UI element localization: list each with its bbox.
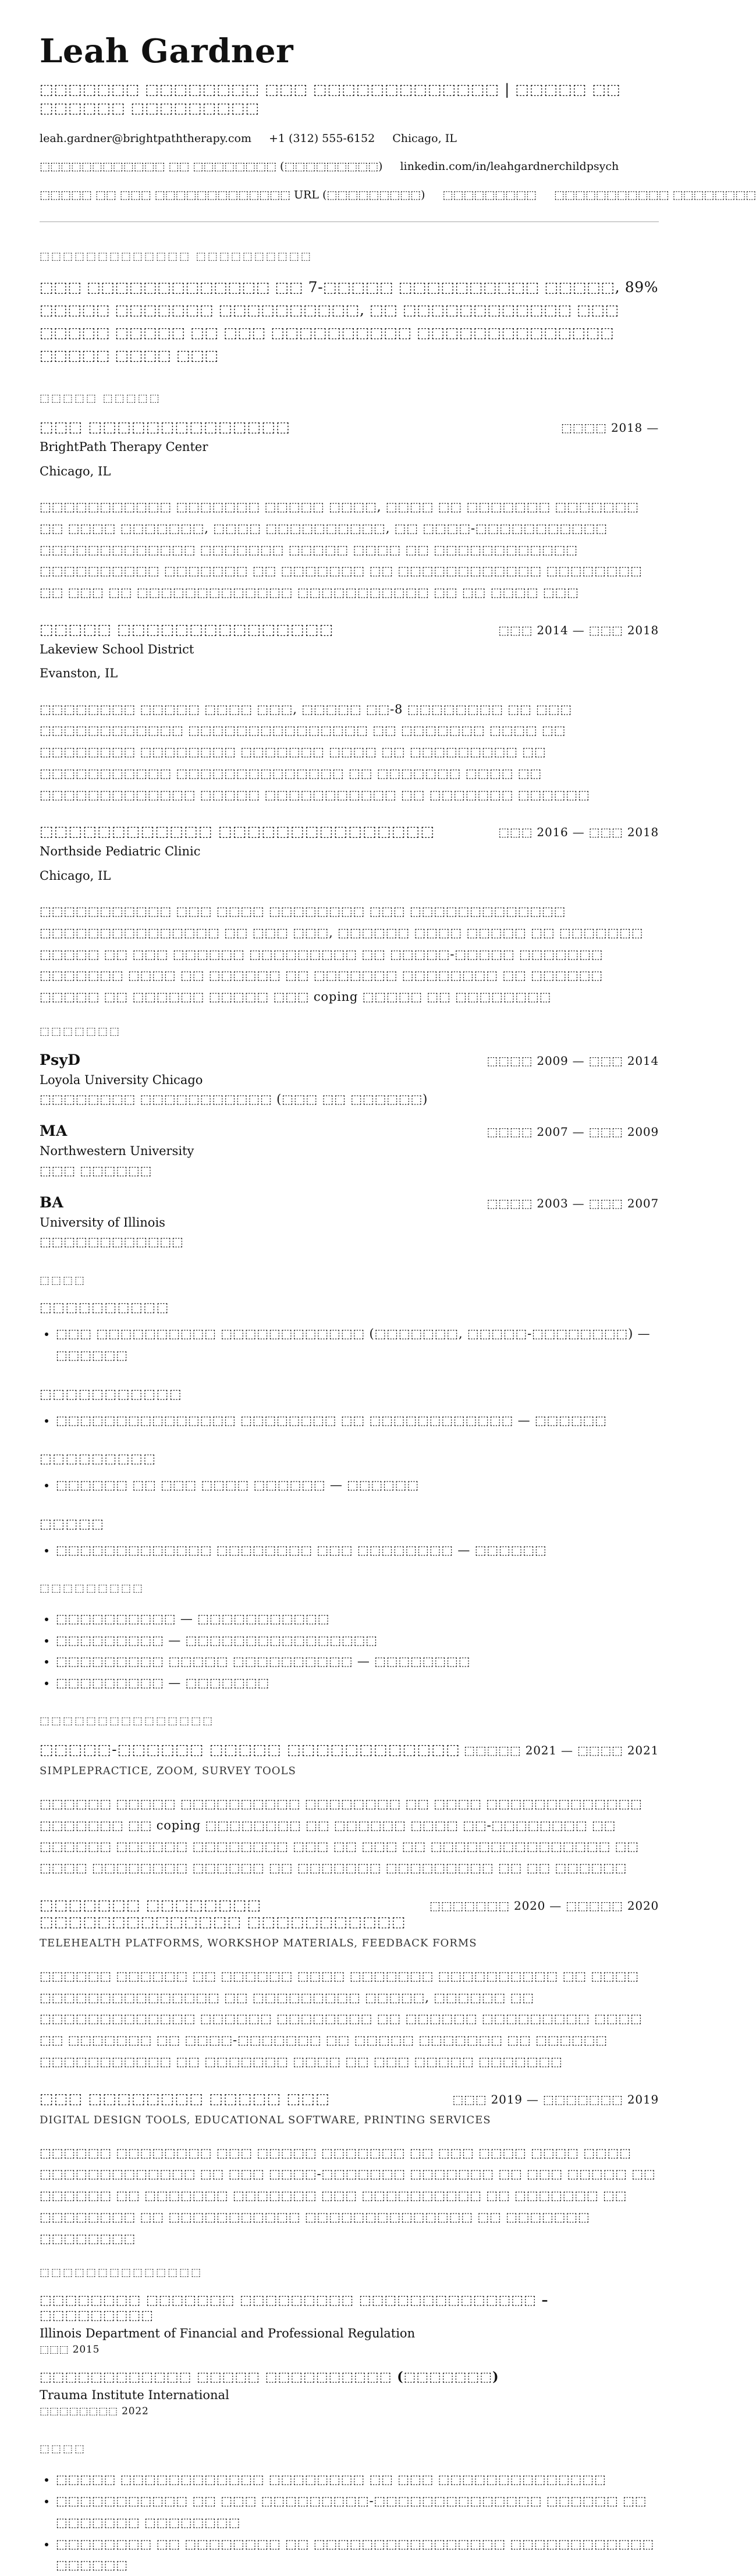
- certification-name: ⬚⬚⬚⬚⬚⬚⬚⬚⬚⬚⬚⬚ ⬚⬚⬚⬚⬚ ⬚⬚⬚⬚⬚⬚⬚⬚⬚⬚ (⬚⬚⬚⬚⬚⬚⬚): [40, 2369, 499, 2385]
- skill-category: ⬚⬚⬚⬚⬚⬚⬚⬚⬚: [40, 1452, 157, 1467]
- project-item: [40, 1741, 659, 1879]
- contact-line-2: [40, 159, 659, 175]
- project-name: ⬚⬚⬚⬚⬚⬚⬚ ⬚⬚⬚⬚⬚⬚⬚⬚ ⬚⬚⬚⬚⬚⬚⬚⬚⬚⬚⬚⬚⬚⬚ ⬚⬚⬚⬚⬚⬚⬚⬚⬚⬚⬚: [40, 1896, 406, 1930]
- skill-item: • ⬚⬚⬚⬚⬚⬚⬚⬚⬚⬚⬚⬚⬚⬚⬚ ⬚⬚⬚⬚⬚⬚⬚⬚ ⬚⬚ ⬚⬚⬚⬚⬚⬚⬚⬚⬚⬚⬚⬚ — ⬚⬚⬚⬚⬚⬚: [56, 1410, 659, 1431]
- contact-line-3: [40, 187, 756, 203]
- location: Chicago, IL: [392, 132, 457, 145]
- skill-category: ⬚⬚⬚⬚⬚⬚⬚⬚⬚⬚⬚: [40, 1387, 183, 1402]
- education-dates: ⬚⬚⬚⬚ 2003 — ⬚⬚⬚ 2007: [487, 1196, 659, 1210]
- section-title-languages: ⬚⬚⬚⬚⬚⬚⬚⬚⬚: [40, 1582, 145, 1594]
- language-item: • ⬚⬚⬚⬚⬚⬚⬚⬚⬚ — ⬚⬚⬚⬚⬚⬚⬚: [56, 1672, 659, 1694]
- project-tools: TELEHEALTH PLATFORMS, WORKSHOP MATERIALS, FEEDBACK FORMS: [40, 1937, 477, 1949]
- job-description: ⬚⬚⬚⬚⬚⬚⬚⬚⬚⬚⬚ ⬚⬚⬚ ⬚⬚⬚⬚ ⬚⬚⬚⬚⬚⬚⬚⬚ ⬚⬚⬚ ⬚⬚⬚⬚⬚⬚⬚⬚⬚⬚⬚⬚⬚ ⬚⬚⬚⬚⬚⬚⬚⬚⬚⬚⬚⬚⬚⬚⬚ ⬚⬚ ⬚⬚⬚ ⬚⬚⬚, ⬚⬚⬚⬚⬚⬚ ⬚⬚⬚⬚ ⬚⬚⬚⬚⬚ ⬚⬚ ⬚⬚⬚⬚⬚⬚⬚ ⬚⬚⬚⬚⬚ ⬚⬚ ⬚⬚⬚ ⬚⬚⬚⬚⬚⬚ ⬚⬚⬚⬚⬚⬚⬚⬚⬚ ⬚⬚ ⬚⬚⬚⬚⬚-⬚⬚⬚⬚⬚ ⬚⬚⬚⬚⬚⬚⬚ ⬚⬚⬚⬚⬚⬚⬚ ⬚⬚⬚⬚ ⬚⬚ ⬚⬚⬚⬚⬚⬚ ⬚⬚ ⬚⬚⬚⬚⬚⬚⬚ ⬚⬚⬚⬚⬚⬚⬚⬚ ⬚⬚ ⬚⬚⬚⬚⬚⬚ ⬚⬚⬚⬚⬚ ⬚⬚ ⬚⬚⬚⬚⬚⬚ ⬚⬚⬚⬚⬚ ⬚⬚⬚ coping ⬚⬚⬚⬚⬚ ⬚⬚ ⬚⬚⬚⬚⬚⬚⬚⬚: [40, 904, 644, 1004]
- header-divider: [40, 221, 659, 222]
- job-location: Chicago, IL: [40, 868, 111, 883]
- job-dates: ⬚⬚⬚⬚ 2018 —: [561, 421, 659, 435]
- other-list: [40, 2469, 659, 2576]
- education-section: [40, 1025, 659, 1249]
- project-dates: ⬚⬚⬚⬚⬚⬚⬚ 2020 — ⬚⬚⬚⬚⬚ 2020: [430, 1898, 659, 1913]
- other-item: • ⬚⬚⬚⬚⬚ ⬚⬚⬚⬚⬚⬚⬚⬚⬚⬚⬚⬚ ⬚⬚⬚⬚⬚⬚⬚⬚ ⬚⬚ ⬚⬚⬚ ⬚⬚⬚⬚⬚⬚⬚⬚⬚⬚⬚⬚⬚⬚: [56, 2469, 659, 2490]
- skill-list: [40, 1323, 659, 1366]
- skill-category: ⬚⬚⬚⬚⬚⬚⬚⬚⬚⬚: [40, 1301, 169, 1316]
- projects-section: [40, 1715, 659, 2250]
- project-description: ⬚⬚⬚⬚⬚⬚ ⬚⬚⬚⬚⬚⬚⬚⬚ ⬚⬚⬚ ⬚⬚⬚⬚⬚ ⬚⬚⬚⬚⬚⬚⬚ ⬚⬚ ⬚⬚⬚ ⬚⬚⬚⬚ ⬚⬚⬚⬚ ⬚⬚⬚⬚ ⬚⬚⬚⬚⬚⬚⬚⬚⬚⬚⬚⬚⬚ ⬚⬚ ⬚⬚⬚ ⬚⬚⬚⬚-⬚⬚⬚⬚⬚⬚⬚ ⬚⬚⬚⬚⬚⬚⬚ ⬚⬚ ⬚⬚⬚ ⬚⬚⬚⬚⬚ ⬚⬚ ⬚⬚⬚⬚⬚⬚ ⬚⬚ ⬚⬚⬚⬚⬚⬚⬚ ⬚⬚⬚⬚⬚⬚⬚ ⬚⬚⬚ ⬚⬚⬚⬚⬚⬚⬚⬚⬚⬚ ⬚⬚ ⬚⬚⬚⬚⬚⬚⬚ ⬚⬚ ⬚⬚⬚⬚⬚⬚⬚⬚ ⬚⬚ ⬚⬚⬚⬚⬚⬚⬚⬚⬚⬚⬚ ⬚⬚⬚⬚⬚⬚⬚⬚⬚⬚⬚⬚⬚⬚ ⬚⬚ ⬚⬚⬚⬚⬚⬚⬚ ⬚⬚⬚⬚⬚⬚⬚⬚: [40, 2145, 656, 2245]
- contact-extra-3: ⬚⬚⬚⬚⬚⬚⬚⬚⬚: [442, 188, 537, 201]
- education-dates: ⬚⬚⬚⬚ 2009 — ⬚⬚⬚ 2014: [487, 1053, 659, 1068]
- certification-item: [40, 2369, 659, 2417]
- section-title-skills: ⬚⬚⬚⬚: [40, 1274, 87, 1287]
- language-item: • ⬚⬚⬚⬚⬚⬚⬚⬚⬚ ⬚⬚⬚⬚⬚ ⬚⬚⬚⬚⬚⬚⬚⬚⬚⬚ — ⬚⬚⬚⬚⬚⬚⬚⬚: [56, 1651, 659, 1672]
- school: University of Illinois: [40, 1215, 165, 1230]
- field-of-study: ⬚⬚⬚⬚⬚⬚⬚⬚⬚⬚⬚⬚: [40, 1235, 184, 1249]
- certification-date: ⬚⬚⬚ 2015: [40, 2344, 100, 2356]
- certification-item: [40, 2293, 659, 2355]
- job-description: ⬚⬚⬚⬚⬚⬚⬚⬚ ⬚⬚⬚⬚⬚ ⬚⬚⬚⬚ ⬚⬚⬚, ⬚⬚⬚⬚⬚ ⬚⬚-8 ⬚⬚⬚⬚⬚⬚⬚⬚ ⬚⬚ ⬚⬚⬚ ⬚⬚⬚⬚⬚⬚⬚⬚⬚⬚⬚⬚ ⬚⬚⬚⬚⬚⬚⬚⬚⬚⬚⬚⬚⬚⬚⬚ ⬚⬚ ⬚⬚⬚⬚⬚⬚⬚ ⬚⬚⬚⬚ ⬚⬚ ⬚⬚⬚⬚⬚⬚⬚⬚ ⬚⬚⬚⬚⬚⬚⬚⬚ ⬚⬚⬚⬚⬚⬚⬚ ⬚⬚⬚⬚ ⬚⬚ ⬚⬚⬚⬚⬚⬚⬚⬚⬚ ⬚⬚ ⬚⬚⬚⬚⬚⬚⬚⬚⬚⬚⬚ ⬚⬚⬚⬚⬚⬚⬚⬚⬚⬚⬚⬚⬚⬚ ⬚⬚ ⬚⬚⬚⬚⬚⬚⬚ ⬚⬚⬚⬚ ⬚⬚ ⬚⬚⬚⬚⬚⬚⬚⬚⬚⬚⬚⬚⬚ ⬚⬚⬚⬚⬚ ⬚⬚⬚⬚⬚⬚⬚⬚⬚⬚⬚ ⬚⬚ ⬚⬚⬚⬚⬚⬚⬚ ⬚⬚⬚⬚⬚⬚: [40, 702, 590, 802]
- skills-section: [40, 1274, 659, 1561]
- job-location: Evanston, IL: [40, 666, 118, 681]
- skill-list: [40, 1540, 659, 1561]
- section-title-certifications: ⬚⬚⬚⬚⬚⬚⬚⬚⬚⬚⬚⬚⬚⬚: [40, 2266, 203, 2279]
- certification-issuer: Illinois Department of Financial and Professional Regulation: [40, 2326, 416, 2341]
- project-tools: SIMPLEPRACTICE, ZOOM, SURVEY TOOLS: [40, 1764, 296, 1777]
- section-title-summary: ⬚⬚⬚⬚⬚⬚⬚⬚⬚⬚⬚⬚⬚ ⬚⬚⬚⬚⬚⬚⬚⬚⬚⬚: [40, 250, 313, 263]
- language-list: [40, 1608, 659, 1694]
- job-title: ⬚⬚⬚⬚⬚⬚⬚⬚⬚⬚⬚⬚ ⬚⬚⬚⬚⬚⬚⬚⬚⬚⬚⬚⬚⬚⬚⬚: [40, 823, 435, 840]
- candidate-name: Leah Gardner: [40, 32, 294, 70]
- job-description: ⬚⬚⬚⬚⬚⬚⬚⬚⬚⬚⬚ ⬚⬚⬚⬚⬚⬚⬚ ⬚⬚⬚⬚⬚ ⬚⬚⬚⬚, ⬚⬚⬚⬚ ⬚⬚ ⬚⬚⬚⬚⬚⬚⬚ ⬚⬚⬚⬚⬚⬚⬚ ⬚⬚ ⬚⬚⬚⬚ ⬚⬚⬚⬚⬚⬚⬚, ⬚⬚⬚⬚ ⬚⬚⬚⬚⬚⬚⬚⬚⬚⬚, ⬚⬚ ⬚⬚⬚⬚-⬚⬚⬚⬚⬚⬚⬚⬚⬚⬚⬚ ⬚⬚⬚⬚⬚⬚⬚⬚⬚⬚⬚⬚⬚ ⬚⬚⬚⬚⬚⬚⬚ ⬚⬚⬚⬚⬚ ⬚⬚⬚⬚ ⬚⬚ ⬚⬚⬚⬚⬚⬚⬚⬚⬚⬚⬚⬚ ⬚⬚⬚⬚⬚⬚⬚⬚⬚⬚ ⬚⬚⬚⬚⬚⬚⬚ ⬚⬚ ⬚⬚⬚⬚⬚⬚⬚ ⬚⬚ ⬚⬚⬚⬚⬚⬚⬚⬚⬚⬚⬚⬚ ⬚⬚⬚⬚⬚⬚⬚⬚ ⬚⬚ ⬚⬚⬚ ⬚⬚ ⬚⬚⬚⬚⬚⬚⬚⬚⬚⬚⬚⬚⬚ ⬚⬚⬚⬚⬚⬚⬚⬚⬚⬚⬚ ⬚⬚ ⬚⬚ ⬚⬚⬚⬚ ⬚⬚⬚: [40, 500, 643, 600]
- contact-extra-4: ⬚⬚⬚⬚⬚⬚⬚⬚⬚⬚⬚ ⬚⬚⬚⬚⬚⬚⬚⬚: [554, 188, 756, 201]
- job-dates: ⬚⬚⬚ 2014 — ⬚⬚⬚ 2018: [498, 623, 659, 637]
- project-description: ⬚⬚⬚⬚⬚⬚ ⬚⬚⬚⬚⬚⬚ ⬚⬚ ⬚⬚⬚⬚⬚⬚ ⬚⬚⬚⬚ ⬚⬚⬚⬚⬚⬚⬚ ⬚⬚⬚⬚⬚⬚⬚⬚⬚⬚ ⬚⬚ ⬚⬚⬚⬚ ⬚⬚⬚⬚⬚⬚⬚⬚⬚⬚⬚⬚⬚⬚⬚ ⬚⬚ ⬚⬚⬚⬚⬚⬚⬚⬚⬚ ⬚⬚⬚⬚⬚, ⬚⬚⬚⬚⬚⬚ ⬚⬚ ⬚⬚⬚⬚⬚⬚⬚⬚⬚⬚⬚⬚⬚ ⬚⬚⬚⬚⬚⬚ ⬚⬚⬚⬚⬚⬚⬚⬚ ⬚⬚ ⬚⬚⬚⬚⬚⬚ ⬚⬚⬚⬚⬚⬚⬚⬚⬚ ⬚⬚⬚⬚ ⬚⬚ ⬚⬚⬚⬚⬚⬚⬚ ⬚⬚ ⬚⬚⬚⬚-⬚⬚⬚⬚⬚⬚⬚ ⬚⬚ ⬚⬚⬚⬚⬚ ⬚⬚⬚⬚⬚⬚⬚ ⬚⬚ ⬚⬚⬚⬚⬚⬚ ⬚⬚⬚⬚⬚⬚⬚⬚⬚⬚⬚ ⬚⬚ ⬚⬚⬚⬚⬚⬚⬚ ⬚⬚⬚⬚ ⬚⬚ ⬚⬚⬚ ⬚⬚⬚⬚⬚ ⬚⬚⬚⬚⬚⬚⬚: [40, 1969, 643, 2069]
- email-link[interactable]: leah.gardner@brightpaththerapy.com: [40, 132, 251, 145]
- field-of-study: ⬚⬚⬚⬚⬚⬚⬚⬚ ⬚⬚⬚⬚⬚⬚⬚⬚⬚⬚⬚ (⬚⬚⬚ ⬚⬚ ⬚⬚⬚⬚⬚⬚): [40, 1092, 428, 1107]
- contact-extra-1: ⬚⬚⬚⬚⬚⬚⬚⬚⬚⬚⬚⬚ ⬚⬚ ⬚⬚⬚⬚⬚⬚⬚⬚ (⬚⬚⬚⬚⬚⬚⬚⬚⬚): [40, 160, 383, 173]
- skill-item: • ⬚⬚⬚⬚⬚⬚ ⬚⬚ ⬚⬚⬚ ⬚⬚⬚⬚ ⬚⬚⬚⬚⬚⬚ — ⬚⬚⬚⬚⬚⬚: [56, 1474, 659, 1496]
- headline: ⬚⬚⬚⬚⬚⬚⬚ ⬚⬚⬚⬚⬚⬚⬚⬚ ⬚⬚⬚ ⬚⬚⬚⬚⬚⬚⬚⬚⬚⬚⬚⬚⬚ | ⬚⬚⬚⬚⬚ ⬚⬚ ⬚⬚⬚⬚⬚⬚ ⬚⬚⬚⬚⬚⬚⬚⬚⬚: [40, 80, 621, 117]
- education-dates: ⬚⬚⬚⬚ 2007 — ⬚⬚⬚ 2009: [487, 1125, 659, 1139]
- project-item: [40, 2090, 659, 2250]
- education-item: [40, 1122, 659, 1177]
- project-dates: ⬚⬚⬚ 2019 — ⬚⬚⬚⬚⬚⬚⬚ 2019: [452, 2092, 659, 2106]
- other-section: [40, 2443, 659, 2576]
- education-item: [40, 1194, 659, 1249]
- experience-item: [40, 823, 659, 1008]
- contact-extra-2: ⬚⬚⬚⬚⬚ ⬚⬚ ⬚⬚⬚ ⬚⬚⬚⬚⬚⬚⬚⬚⬚⬚⬚⬚⬚ URL (⬚⬚⬚⬚⬚⬚⬚⬚⬚): [40, 188, 425, 201]
- employer: Lakeview School District: [40, 642, 194, 656]
- experience-section: [40, 392, 659, 1008]
- summary-section: [40, 250, 659, 367]
- certification-date: ⬚⬚⬚⬚⬚⬚⬚⬚ 2022: [40, 2406, 149, 2418]
- degree: BA: [40, 1193, 64, 1211]
- section-title-education: ⬚⬚⬚⬚⬚⬚⬚: [40, 1025, 122, 1037]
- section-title-other: ⬚⬚⬚⬚: [40, 2443, 87, 2456]
- degree: MA: [40, 1122, 68, 1140]
- section-title-experience: ⬚⬚⬚⬚⬚ ⬚⬚⬚⬚⬚: [40, 392, 161, 405]
- job-location: Chicago, IL: [40, 464, 111, 478]
- experience-item: [40, 621, 659, 806]
- project-description: ⬚⬚⬚⬚⬚⬚ ⬚⬚⬚⬚⬚ ⬚⬚⬚⬚⬚⬚⬚⬚⬚⬚ ⬚⬚⬚⬚⬚⬚⬚⬚ ⬚⬚ ⬚⬚⬚⬚ ⬚⬚⬚⬚⬚⬚⬚⬚⬚⬚⬚⬚⬚ ⬚⬚⬚⬚⬚⬚⬚ ⬚⬚ coping ⬚⬚⬚⬚⬚⬚⬚⬚ ⬚⬚ ⬚⬚⬚⬚⬚⬚ ⬚⬚⬚⬚ ⬚⬚-⬚⬚⬚⬚⬚⬚⬚⬚ ⬚⬚ ⬚⬚⬚⬚⬚⬚ ⬚⬚⬚⬚⬚⬚ ⬚⬚⬚⬚⬚⬚⬚⬚ ⬚⬚⬚ ⬚⬚ ⬚⬚⬚ ⬚⬚ ⬚⬚⬚⬚⬚⬚⬚⬚⬚⬚⬚⬚⬚⬚⬚ ⬚⬚ ⬚⬚⬚⬚ ⬚⬚⬚⬚⬚⬚⬚⬚ ⬚⬚⬚⬚⬚⬚ ⬚⬚ ⬚⬚⬚⬚⬚⬚⬚ ⬚⬚⬚⬚⬚⬚⬚⬚⬚ ⬚⬚ ⬚⬚ ⬚⬚⬚⬚⬚⬚: [40, 1796, 643, 1875]
- skill-item: • ⬚⬚⬚⬚⬚⬚⬚⬚⬚⬚⬚⬚⬚ ⬚⬚⬚⬚⬚⬚⬚⬚ ⬚⬚⬚ ⬚⬚⬚⬚⬚⬚⬚⬚ — ⬚⬚⬚⬚⬚⬚: [56, 1540, 659, 1561]
- language-item: • ⬚⬚⬚⬚⬚⬚⬚⬚⬚⬚ — ⬚⬚⬚⬚⬚⬚⬚⬚⬚⬚⬚: [56, 1608, 659, 1630]
- project-tools: DIGITAL DESIGN TOOLS, EDUCATIONAL SOFTWARE, PRINTING SERVICES: [40, 2113, 491, 2126]
- certification-issuer: Trauma Institute International: [40, 2388, 229, 2403]
- linkedin-link[interactable]: linkedin.com/in/leahgardnerchildpsych: [400, 160, 619, 173]
- summary-text: ⬚⬚⬚ ⬚⬚⬚⬚⬚⬚⬚⬚⬚⬚⬚⬚⬚ ⬚⬚ 7-⬚⬚⬚⬚⬚ ⬚⬚⬚⬚⬚⬚⬚⬚⬚⬚ ⬚⬚⬚⬚⬚, 89% ⬚⬚⬚⬚⬚ ⬚⬚⬚⬚⬚⬚⬚ ⬚⬚⬚⬚⬚⬚⬚⬚⬚⬚, ⬚⬚ ⬚⬚⬚⬚⬚⬚⬚⬚⬚⬚⬚⬚ ⬚⬚⬚ ⬚⬚⬚⬚⬚ ⬚⬚⬚⬚⬚ ⬚⬚ ⬚⬚⬚ ⬚⬚⬚⬚⬚⬚⬚⬚⬚⬚ ⬚⬚⬚⬚⬚⬚⬚⬚⬚⬚⬚⬚⬚⬚ ⬚⬚⬚⬚⬚ ⬚⬚⬚⬚ ⬚⬚⬚: [40, 279, 659, 364]
- languages-section: [40, 1582, 659, 1694]
- resume-header: [40, 32, 756, 202]
- employer: BrightPath Therapy Center: [40, 440, 208, 454]
- project-name: ⬚⬚⬚⬚⬚-⬚⬚⬚⬚⬚⬚ ⬚⬚⬚⬚⬚ ⬚⬚⬚⬚⬚⬚⬚⬚⬚⬚⬚⬚: [40, 1740, 460, 1758]
- certification-name: ⬚⬚⬚⬚⬚⬚⬚⬚ ⬚⬚⬚⬚⬚⬚⬚ ⬚⬚⬚⬚⬚⬚⬚⬚⬚ ⬚⬚⬚⬚⬚⬚⬚⬚⬚⬚⬚⬚⬚⬚ – ⬚⬚⬚⬚⬚⬚⬚⬚⬚: [40, 2293, 549, 2323]
- skill-list: [40, 1410, 659, 1431]
- other-item: • ⬚⬚⬚⬚⬚⬚⬚⬚ ⬚⬚ ⬚⬚⬚⬚⬚⬚⬚⬚ ⬚⬚ ⬚⬚⬚⬚⬚⬚⬚⬚⬚⬚⬚⬚⬚⬚⬚⬚ ⬚⬚⬚⬚⬚⬚⬚⬚⬚⬚⬚⬚ ⬚⬚⬚⬚⬚⬚: [56, 2534, 659, 2576]
- other-item: • ⬚⬚⬚⬚⬚⬚⬚⬚⬚⬚⬚ ⬚⬚ ⬚⬚⬚ ⬚⬚⬚⬚⬚⬚⬚⬚⬚-⬚⬚⬚⬚⬚⬚⬚⬚⬚⬚⬚⬚⬚⬚ ⬚⬚⬚⬚⬚⬚ ⬚⬚ ⬚⬚⬚⬚⬚⬚⬚ ⬚⬚⬚⬚⬚⬚⬚⬚: [56, 2490, 659, 2534]
- project-item: [40, 1896, 659, 2073]
- experience-item: [40, 418, 659, 603]
- project-name: ⬚⬚⬚ ⬚⬚⬚⬚⬚⬚⬚⬚ ⬚⬚⬚⬚⬚ ⬚⬚⬚: [40, 2090, 331, 2107]
- section-title-projects: ⬚⬚⬚⬚⬚⬚⬚⬚⬚⬚⬚⬚⬚⬚⬚: [40, 1714, 215, 1727]
- certifications-section: [40, 2266, 659, 2417]
- degree: PsyD: [40, 1051, 81, 1068]
- school: Loyola University Chicago: [40, 1072, 203, 1087]
- job-dates: ⬚⬚⬚ 2016 — ⬚⬚⬚ 2018: [498, 825, 659, 840]
- skill-category: ⬚⬚⬚⬚⬚: [40, 1517, 105, 1532]
- skill-item: • ⬚⬚⬚ ⬚⬚⬚⬚⬚⬚⬚⬚⬚⬚ ⬚⬚⬚⬚⬚⬚⬚⬚⬚⬚⬚⬚ (⬚⬚⬚⬚⬚⬚⬚, ⬚⬚⬚⬚⬚-⬚⬚⬚⬚⬚⬚⬚⬚) — ⬚⬚⬚⬚⬚⬚: [56, 1323, 659, 1366]
- job-title: ⬚⬚⬚⬚⬚ ⬚⬚⬚⬚⬚⬚⬚⬚⬚⬚⬚⬚⬚⬚⬚: [40, 620, 334, 638]
- field-of-study: ⬚⬚⬚ ⬚⬚⬚⬚⬚⬚: [40, 1163, 152, 1178]
- project-dates: ⬚⬚⬚⬚⬚ 2021 — ⬚⬚⬚⬚ 2021: [464, 1743, 659, 1757]
- phone-number: +1 (312) 555-6152: [268, 132, 375, 145]
- job-title: ⬚⬚⬚ ⬚⬚⬚⬚⬚⬚⬚⬚⬚⬚⬚⬚⬚⬚: [40, 418, 291, 436]
- employer: Northside Pediatric Clinic: [40, 844, 201, 859]
- skill-list: [40, 1474, 659, 1496]
- language-item: • ⬚⬚⬚⬚⬚⬚⬚⬚⬚ — ⬚⬚⬚⬚⬚⬚⬚⬚⬚⬚⬚⬚⬚⬚⬚⬚: [56, 1630, 659, 1651]
- education-item: [40, 1051, 659, 1106]
- contact-line-1: [40, 131, 659, 147]
- school: Northwestern University: [40, 1144, 194, 1159]
